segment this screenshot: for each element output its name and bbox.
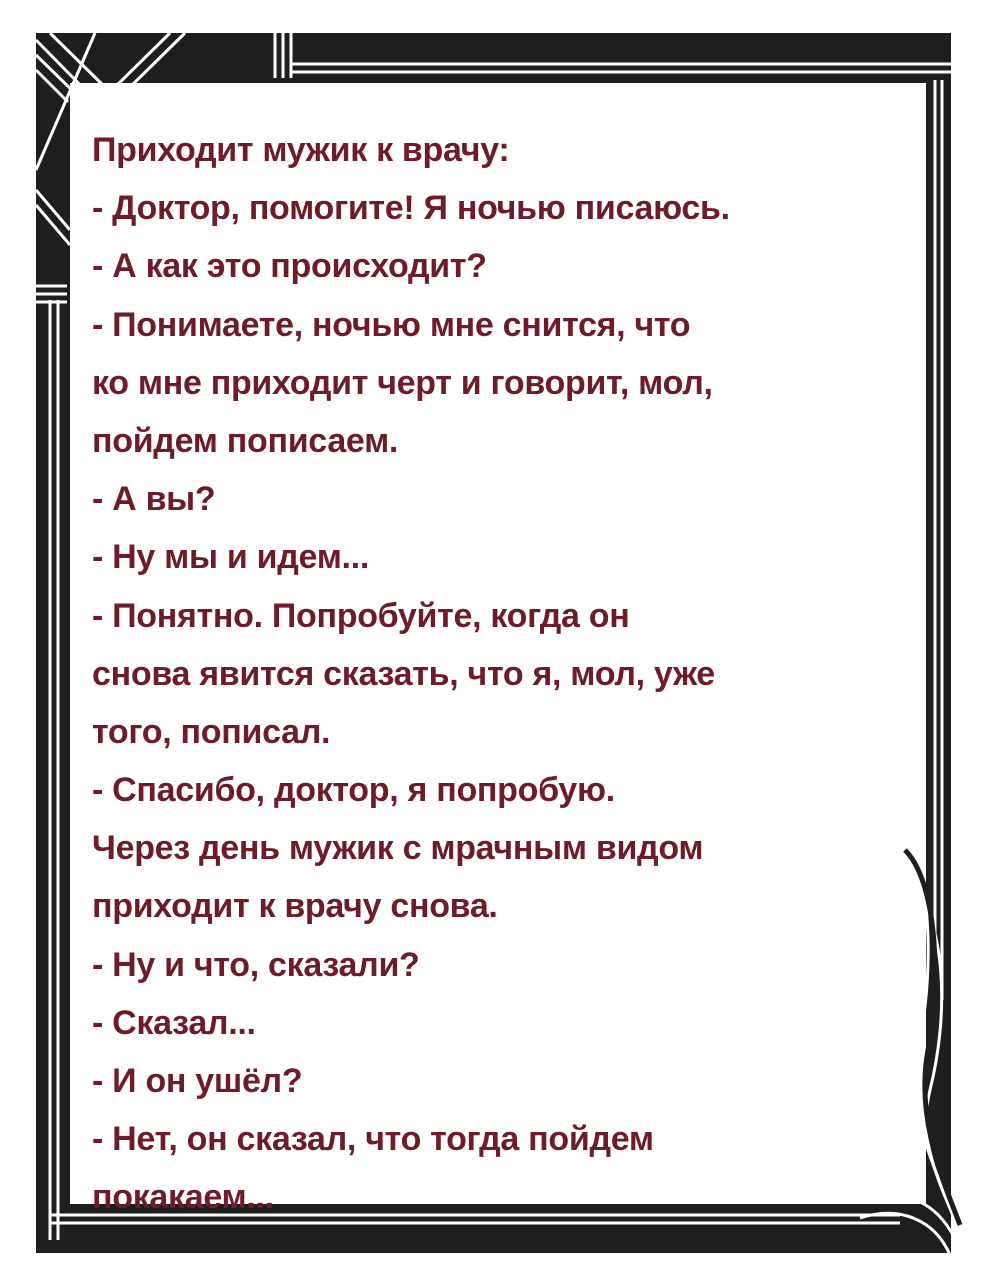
joke-line: покакаем... bbox=[92, 1178, 274, 1217]
joke-line: - А как это происходит? bbox=[92, 247, 487, 286]
joke-line: - Нет, он сказал, что тогда пойдем bbox=[92, 1120, 654, 1159]
joke-line: - И он ушёл? bbox=[92, 1062, 303, 1100]
joke-line: Приходит мужик к врачу: bbox=[92, 131, 510, 169]
joke-line: снова явится сказать, что я, мол, уже bbox=[92, 654, 715, 693]
joke-line: - Доктор, помогите! Я ночью писаюсь. bbox=[92, 189, 730, 228]
joke-line: - Спасибо, доктор, я попробую. bbox=[92, 771, 615, 810]
joke-line: Через день мужик с мрачным видом bbox=[92, 829, 704, 868]
joke-line: - Ну мы и идем... bbox=[92, 538, 369, 577]
joke-text bbox=[92, 121, 912, 1227]
joke-line: приходит к врачу снова. bbox=[92, 887, 498, 926]
joke-line: - Понимаете, ночью мне снится, что bbox=[92, 305, 691, 344]
joke-line: - Сказал... bbox=[92, 1003, 256, 1042]
joke-line: - Понятно. Попробуйте, когда он bbox=[92, 596, 630, 635]
joke-line: того, пописал. bbox=[92, 712, 331, 751]
joke-line: ко мне приходит черт и говорит, мол, bbox=[92, 363, 713, 402]
joke-line: - А вы? bbox=[92, 480, 216, 519]
joke-line: - Ну и что, сказали? bbox=[92, 945, 420, 984]
joke-line: пойдем пописаем. bbox=[92, 421, 399, 460]
